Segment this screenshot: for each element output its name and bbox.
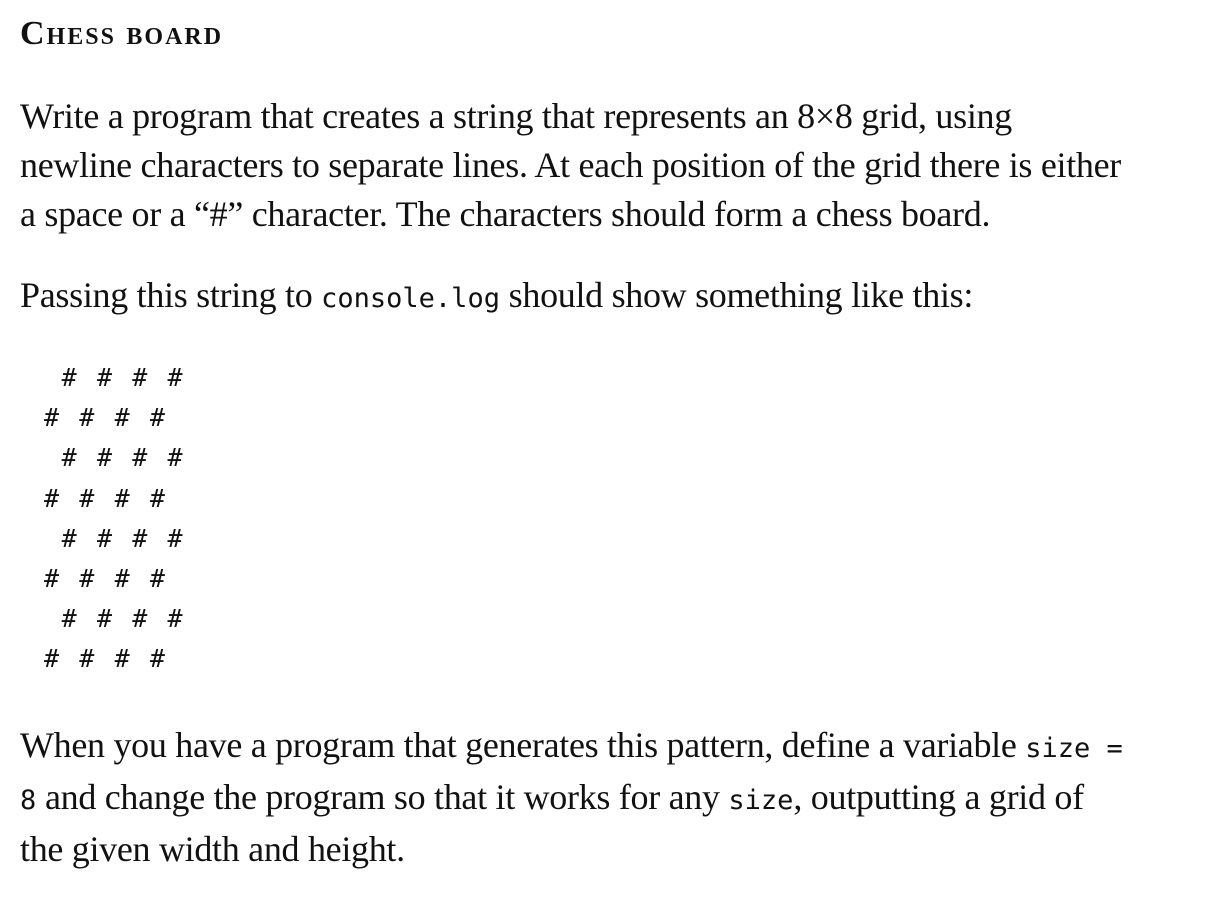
- section-heading: Chess board: [20, 15, 224, 52]
- size-paragraph: [20, 721, 1123, 874]
- console-paragraph: [20, 271, 973, 323]
- output-line: # # # #: [44, 523, 186, 553]
- output-line: # # # #: [44, 403, 168, 433]
- output-line: # # # #: [44, 644, 168, 674]
- size-line-3: the given width and height.: [20, 829, 405, 869]
- intro-paragraph: [20, 92, 1121, 239]
- size-line-2-text-a: and change the program so that it works for any: [36, 777, 729, 817]
- console-text-before: Passing this string to: [20, 275, 322, 315]
- size-variable-code: size: [728, 785, 794, 816]
- output-line: # # # #: [44, 483, 168, 513]
- size-value-code: 8: [20, 785, 37, 816]
- intro-line-3: a space or a “#” character. The characters should form a chess board.: [20, 194, 991, 234]
- size-line-2: [20, 773, 1123, 825]
- intro-line-2: newline characters to separate lines. At each position of the grid there is either: [20, 145, 1121, 185]
- size-line-1: [20, 721, 1123, 773]
- chessboard-output: [44, 358, 185, 680]
- console-text-after: should show something like this:: [499, 275, 974, 315]
- intro-line-1: Write a program that creates a string that represents an 8×8 grid, using: [20, 96, 1012, 136]
- size-line-1-text: When you have a program that generates this pattern, define a variable: [20, 725, 1026, 765]
- output-line: # # # #: [44, 443, 186, 473]
- size-line-2-text-b: , outputting a grid of: [793, 777, 1084, 817]
- output-line: # # # #: [44, 564, 168, 594]
- output-line: # # # #: [44, 363, 186, 392]
- output-line: # # # #: [44, 604, 186, 634]
- size-assign-code: size =: [1025, 733, 1123, 764]
- console-log-code: console.log: [321, 283, 500, 314]
